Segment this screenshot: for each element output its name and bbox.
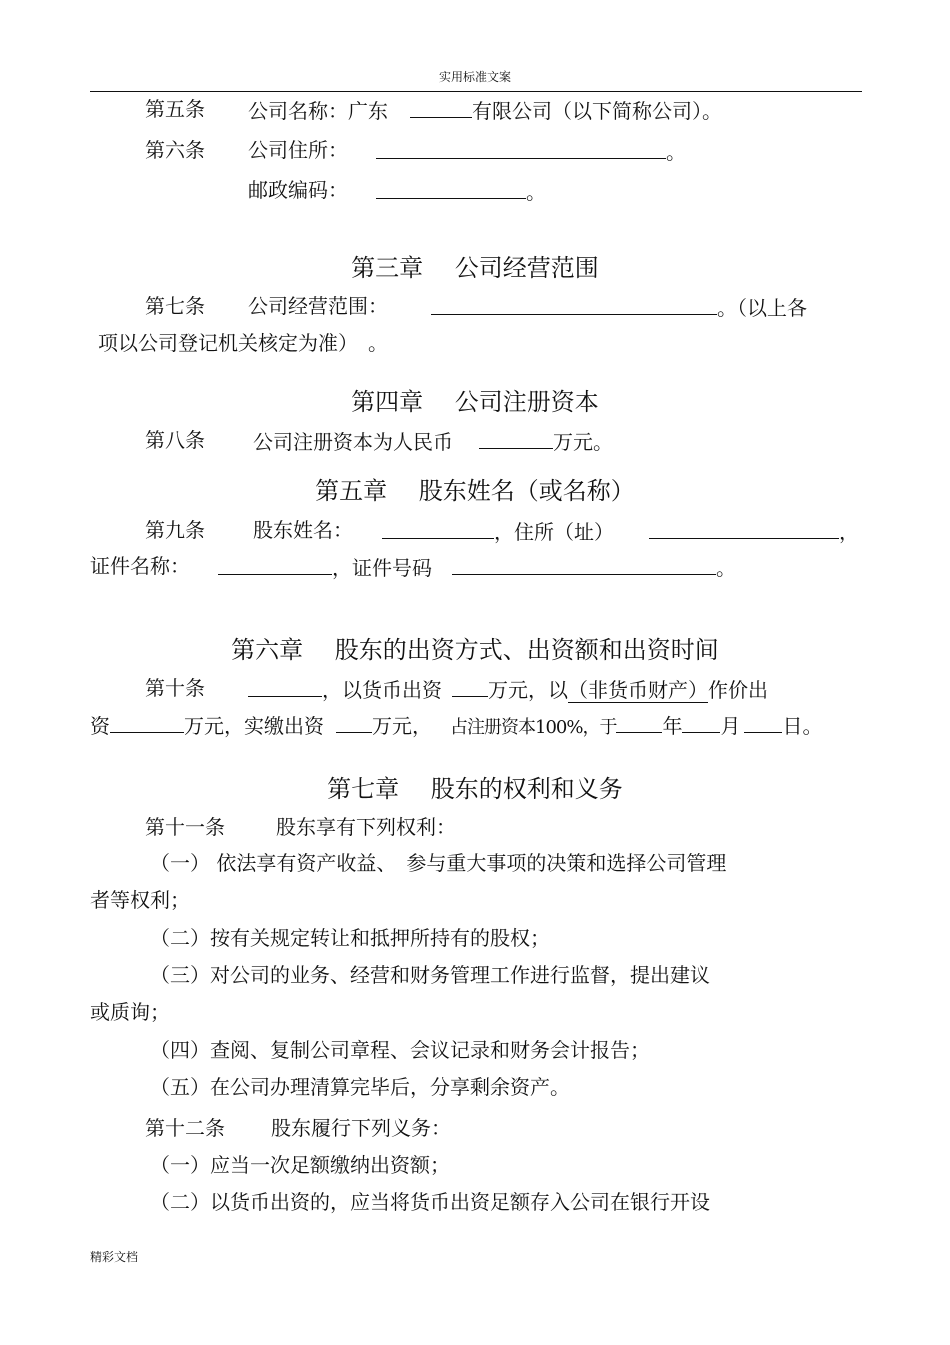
right-item-3: （三）对公司的业务、经营和财务管理工作进行监督，提出建议 (150, 963, 710, 987)
address-field (376, 138, 686, 164)
contribution-word: 资 (90, 714, 110, 738)
company-name-label: 公司名称：广东 (248, 99, 388, 123)
residence-end: ， (839, 520, 859, 544)
amount-blank[interactable] (248, 676, 322, 697)
right-item-1-cont: 者等权利； (90, 888, 190, 912)
non-cash-amount-blank[interactable] (110, 712, 184, 733)
postal-end: 。 (526, 180, 546, 204)
chapter-6-title: 第六章 股东的出资方式、出资额和出资时间 (231, 636, 719, 664)
chapter-3-title: 第三章 公司经营范围 (351, 254, 599, 282)
postal-label: 邮政编码： (248, 178, 348, 202)
article-9-label: 第九条 (145, 518, 205, 542)
article-11-title: 股东享有下列权利： (276, 815, 456, 839)
chapter-7-title: 第七章 股东的权利和义务 (327, 775, 623, 803)
id-name-blank[interactable] (218, 554, 332, 575)
right-item-5: （五）在公司办理清算完毕后，分享剩余资产。 (150, 1075, 570, 1099)
chapter-4-title: 第四章 公司注册资本 (351, 388, 599, 416)
paid-in-blank[interactable] (336, 712, 372, 733)
article-12-label: 第十二条 (145, 1116, 225, 1140)
month-blank[interactable] (682, 712, 720, 733)
month-label: 月 (720, 714, 741, 738)
scope-blank[interactable] (431, 294, 717, 315)
shareholder-name-field (382, 518, 614, 544)
page-header: 实用标准文案 (438, 70, 511, 84)
article-6-label: 第六条 (145, 138, 205, 162)
capital-label: 公司注册资本为人民币 (253, 430, 453, 454)
scope-label: 公司经营范围： (248, 294, 388, 318)
page-footer: 精彩文档 (90, 1250, 139, 1264)
article-7-label: 第七条 (145, 294, 205, 318)
article-10-line-1 (248, 676, 768, 702)
scope-field (431, 294, 807, 320)
shareholder-name-blank[interactable] (382, 518, 494, 539)
article-5-text (248, 97, 722, 123)
capital-blank[interactable] (479, 428, 553, 449)
article-8-text (253, 428, 613, 454)
non-cash-property: （非货币财产） (568, 678, 708, 702)
article-8-label: 第八条 (145, 428, 205, 452)
residence-blank[interactable] (649, 518, 839, 539)
duty-item-1: （一）应当一次足额缴纳出资额； (150, 1153, 450, 1177)
id-number-blank[interactable] (452, 554, 716, 575)
address-label: 公司住所： (248, 138, 348, 162)
cash-contribution-label: ，以货币出资 (322, 678, 442, 702)
ratio-label: 占注册资本100%，于 (450, 717, 617, 738)
day-blank[interactable] (744, 712, 782, 733)
year-label: 年 (662, 714, 683, 738)
valued-label: 作价出 (708, 678, 768, 702)
company-name-blank[interactable] (410, 97, 472, 118)
article-12-title: 股东履行下列义务： (271, 1116, 451, 1140)
year-blank[interactable] (616, 712, 662, 733)
company-name-suffix: 有限公司（以下简称公司）。 (472, 99, 722, 123)
residence-field (649, 518, 859, 544)
right-item-1: （一） 依法享有资产收益、 参与重大事项的决策和选择公司管理 (150, 851, 727, 875)
address-end: 。 (666, 140, 686, 164)
address-blank[interactable] (376, 138, 666, 159)
paid-in-label: 万元，实缴出资 (184, 714, 324, 738)
chapter-5-title: 第五章 股东姓名（或名称） (315, 477, 635, 505)
capital-end: 万元。 (553, 430, 613, 454)
article-5-label: 第五条 (145, 97, 205, 121)
article-10-line-2 (90, 712, 822, 740)
article-10-label: 第十条 (145, 676, 205, 700)
day-label: 日。 (782, 714, 823, 738)
duty-item-2: （二）以货币出资的，应当将货币出资足额存入公司在银行开设 (150, 1190, 710, 1214)
id-name-field (218, 554, 432, 580)
id-number-end: 。 (716, 556, 736, 580)
scope-end: 。（以上各 (717, 296, 807, 320)
shareholder-name-label: 股东姓名： (253, 518, 353, 542)
residence-label: ，住所（址） (494, 520, 614, 544)
paid-in-unit: 万元， (372, 714, 432, 738)
postal-field (376, 178, 546, 204)
right-item-3-cont: 或质询； (90, 1000, 170, 1024)
cash-amount-blank[interactable] (452, 676, 488, 697)
header-rule (90, 91, 862, 92)
id-number-field (452, 554, 736, 580)
id-name-label: 证件名称： (90, 554, 190, 578)
right-item-2: （二）按有关规定转让和抵押所持有的股权； (150, 926, 550, 950)
postal-blank[interactable] (376, 178, 526, 199)
right-item-4: （四）查阅、复制公司章程、会议记录和财务会计报告； (150, 1038, 650, 1062)
article-7-continuation: 项以公司登记机关核定为准） 。 (98, 331, 388, 355)
id-number-label: ，证件号码 (332, 556, 432, 580)
cash-unit: 万元，以 (488, 678, 568, 702)
article-11-label: 第十一条 (145, 815, 225, 839)
